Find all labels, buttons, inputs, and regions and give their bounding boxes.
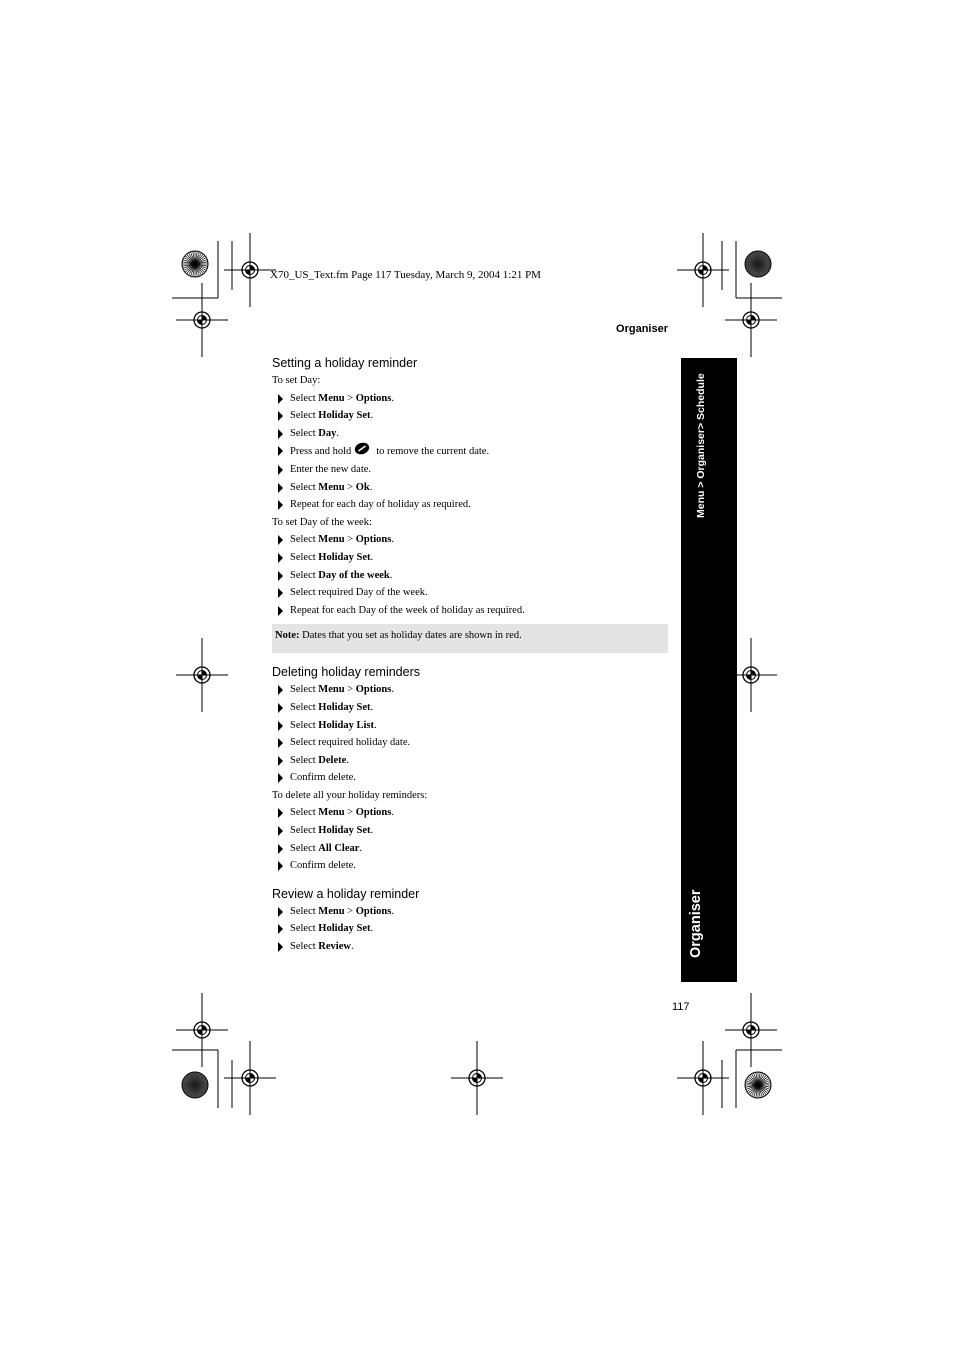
step-text: . — [369, 481, 373, 493]
note-box — [272, 624, 668, 653]
step-text: Select — [290, 569, 319, 581]
step-item — [272, 584, 668, 602]
step-item — [272, 407, 668, 425]
step-item — [272, 920, 668, 938]
step-text: Select — [290, 807, 319, 819]
step-bold-term: Delete — [318, 754, 347, 766]
step-text: Select required Day of the week. — [290, 587, 428, 599]
arrow-bullet-icon — [278, 861, 283, 871]
step-bold-term: Options — [355, 807, 392, 819]
step-bold-term: Holiday Set — [318, 410, 371, 422]
step-bold-term: Options — [355, 534, 392, 546]
side-tab — [681, 358, 737, 982]
step-item — [272, 567, 668, 585]
step-text: . — [370, 825, 374, 837]
arrow-bullet-icon — [278, 703, 283, 713]
arrow-bullet-icon — [278, 446, 283, 456]
step-text: . — [391, 684, 394, 696]
section-title-setting: Setting a holiday reminder — [272, 356, 418, 370]
step-item — [272, 734, 668, 752]
arrow-bullet-icon — [278, 553, 283, 563]
step-bold-term: Day — [318, 427, 337, 439]
intro-set-day-of-week: To set Day of the week: — [272, 516, 372, 528]
step-item — [272, 496, 668, 514]
step-text: > — [344, 684, 356, 696]
step-bold-term: Menu — [318, 392, 345, 404]
step-bold-term: Ok — [355, 481, 370, 493]
step-item — [272, 442, 668, 461]
file-header: X70_US_Text.fm Page 117 Tuesday, March 9, 2004 1:21 PM — [270, 269, 541, 281]
steps-set-day — [272, 390, 668, 514]
steps-delete-one — [272, 681, 668, 787]
step-item — [272, 699, 668, 717]
step-text: . — [391, 534, 394, 546]
arrow-bullet-icon — [278, 756, 283, 766]
arrow-bullet-icon — [278, 535, 283, 545]
steps-delete-all — [272, 804, 668, 874]
arrow-bullet-icon — [278, 844, 283, 854]
step-item — [272, 390, 668, 408]
step-text: Repeat for each day of holiday as required. — [290, 499, 471, 511]
step-item — [272, 602, 668, 620]
step-item — [272, 903, 668, 921]
step-item — [272, 938, 668, 956]
arrow-bullet-icon — [278, 685, 283, 695]
arrow-bullet-icon — [278, 571, 283, 581]
arrow-bullet-icon — [278, 826, 283, 836]
step-bold-term: Options — [355, 684, 392, 696]
step-text: . — [370, 701, 374, 713]
step-text: to remove the current date. — [376, 446, 490, 458]
step-item — [272, 549, 668, 567]
section-title-review: Review a holiday reminder — [272, 886, 420, 901]
arrow-bullet-icon — [278, 465, 283, 475]
steps-review — [272, 903, 668, 956]
step-text: Repeat for each Day of the week of holiday as required. — [290, 604, 525, 616]
intro-delete-all: To delete all your holiday reminders: — [272, 789, 428, 801]
step-item — [272, 857, 668, 875]
page-content — [272, 354, 668, 956]
step-item — [272, 804, 668, 822]
registration-target-icon — [176, 283, 228, 357]
step-text: > — [344, 392, 356, 404]
arrow-bullet-icon — [278, 483, 283, 493]
side-tab-breadcrumb: Menu > Organiser> Schedule — [695, 373, 707, 518]
step-text: Select — [290, 719, 319, 731]
step-text: Select — [290, 427, 319, 439]
arrow-bullet-icon — [278, 588, 283, 598]
step-text: Select — [290, 754, 319, 766]
step-text: Select — [290, 842, 319, 854]
step-bold-term: Menu — [318, 905, 345, 917]
step-bold-term: All Clear — [318, 842, 360, 854]
step-item — [272, 822, 668, 840]
arrow-bullet-icon — [278, 606, 283, 616]
step-text: > — [344, 534, 356, 546]
step-text: Select — [290, 923, 319, 935]
starburst-mark-icon — [182, 1072, 208, 1098]
step-bold-term: Menu — [318, 807, 345, 819]
clear-key-icon — [354, 442, 370, 455]
step-text: > — [344, 905, 356, 917]
step-text: . — [359, 842, 363, 854]
step-text: Select — [290, 684, 319, 696]
arrow-bullet-icon — [278, 411, 283, 421]
step-text: . — [350, 941, 354, 953]
step-bold-term: Holiday List — [318, 719, 375, 731]
step-text: Select — [290, 701, 319, 713]
arrow-bullet-icon — [278, 942, 283, 952]
registration-target-icon — [677, 233, 729, 307]
note-text: Dates that you set as holiday dates are shown in red. — [299, 630, 522, 642]
step-text: . — [389, 569, 393, 581]
step-bold-term: Menu — [318, 481, 345, 493]
step-item — [272, 840, 668, 858]
step-text: . — [391, 392, 394, 404]
steps-set-day-of-week — [272, 531, 668, 619]
running-head: Organiser — [616, 323, 668, 335]
registration-target-icon — [677, 1041, 729, 1115]
arrow-bullet-icon — [278, 738, 283, 748]
step-bold-term: Holiday Set — [318, 923, 371, 935]
arrow-bullet-icon — [278, 773, 283, 783]
step-bold-term: Holiday Set — [318, 701, 371, 713]
step-bold-term: Day of the week — [318, 569, 390, 581]
step-text: . — [370, 410, 374, 422]
step-text: Press and hold — [290, 446, 352, 458]
step-item — [272, 769, 668, 787]
step-text: Confirm delete. — [290, 772, 356, 784]
step-text: Select — [290, 905, 319, 917]
starburst-mark-icon — [745, 1072, 771, 1098]
step-bold-term: Options — [355, 392, 392, 404]
step-text: Select required holiday date. — [290, 737, 411, 749]
step-text: . — [374, 719, 377, 731]
intro-set-day: To set Day: — [272, 375, 321, 386]
arrow-bullet-icon — [278, 721, 283, 731]
registration-target-icon — [725, 993, 777, 1067]
section-title-deleting: Deleting holiday reminders — [272, 665, 420, 680]
step-text: > — [344, 807, 356, 819]
step-text: Confirm delete. — [290, 860, 356, 872]
arrow-bullet-icon — [278, 924, 283, 934]
step-bold-term: Holiday Set — [318, 551, 371, 563]
step-text: Select — [290, 481, 319, 493]
step-bold-term: Holiday Set — [318, 825, 371, 837]
note-label: Note: — [275, 630, 300, 642]
step-text: Select — [290, 825, 319, 837]
step-text: . — [336, 427, 339, 439]
starburst-mark-icon — [182, 251, 208, 277]
page-number: 117 — [672, 1001, 690, 1013]
step-item — [272, 461, 668, 479]
arrow-bullet-icon — [278, 907, 283, 917]
step-text: . — [370, 923, 374, 935]
step-item — [272, 531, 668, 549]
step-bold-term: Review — [318, 941, 351, 953]
step-text: Select — [290, 551, 319, 563]
step-text: . — [391, 807, 394, 819]
step-item — [272, 717, 668, 735]
starburst-mark-icon — [745, 251, 771, 277]
step-text: Select — [290, 392, 319, 404]
step-text: . — [346, 754, 349, 766]
step-bold-term: Menu — [318, 684, 345, 696]
step-item — [272, 479, 668, 497]
step-text: Enter the new date. — [290, 463, 372, 475]
step-item — [272, 752, 668, 770]
arrow-bullet-icon — [278, 500, 283, 510]
step-text: Select — [290, 410, 319, 422]
registration-target-icon — [176, 638, 228, 712]
side-tab-chapter: Organiser — [688, 889, 704, 958]
registration-target-icon — [176, 993, 228, 1067]
step-item — [272, 681, 668, 699]
step-bold-term: Options — [355, 905, 392, 917]
step-text: Select — [290, 941, 319, 953]
step-bold-term: Menu — [318, 534, 345, 546]
arrow-bullet-icon — [278, 394, 283, 404]
step-text: > — [344, 481, 356, 493]
step-item — [272, 425, 668, 443]
arrow-bullet-icon — [278, 429, 283, 439]
registration-target-icon — [725, 283, 777, 357]
step-text: Select — [290, 534, 319, 546]
step-text: . — [391, 905, 394, 917]
step-text: . — [370, 551, 374, 563]
registration-target-icon — [451, 1041, 503, 1115]
arrow-bullet-icon — [278, 808, 283, 818]
